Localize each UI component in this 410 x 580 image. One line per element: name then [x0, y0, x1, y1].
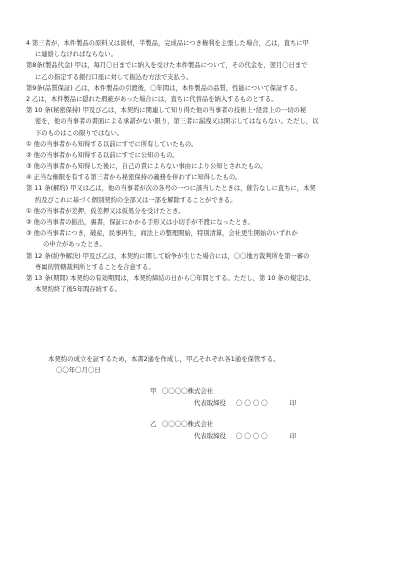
party-a-mark: 甲	[150, 387, 157, 395]
clause-line: ③ 他の当事者につき，破産，民事再生，商法上の整理開始，特別清算，会社更生開始のいずれか	[26, 230, 298, 238]
clause-line: 専属的管轄裁判所とすることを合意する。	[35, 263, 155, 271]
clause-line: に連絡しなければならない。	[35, 51, 117, 59]
closing-statement: 本契約の成立を証するため，本書2通を作成し，甲乙それぞれ各1通を保管する。	[48, 355, 280, 363]
contract-clauses	[26, 38, 392, 295]
party-b-company-row	[150, 419, 390, 431]
clause-line: に乙の指定する銀行口座に対して振込む方法で支払う。	[35, 73, 193, 81]
party-a-company-row	[150, 386, 390, 398]
clause-line: ① 他の当事者から知得する以前にすでに所有していたもの。	[26, 140, 198, 148]
party-b-rep-row	[150, 431, 390, 443]
contract-date: 〇〇年〇月〇日	[56, 366, 101, 375]
clause-line: ① 他の当事者が差押，仮差押又は仮処分を受けたとき。	[26, 207, 185, 215]
clause-line: 密を，他の当事者の書面による承諾がない限り，第三者に漏洩又は開示してはならない。ただし，以	[35, 118, 319, 126]
clause-line: ② 他の当事者の振出，裏書，保証にかかる手形又は小切手が不渡になったとき。	[26, 219, 254, 226]
party-b-rep-name: 〇 〇 〇 〇	[236, 431, 268, 440]
clause-line: 第 11 条(解約) 甲又は乙は，他の当事者が次の各号の一つに該当したときは，催告なしに直ちに，本契	[26, 185, 316, 193]
party-a-rep-row	[150, 398, 390, 410]
party-a-block	[150, 386, 390, 409]
party-a-company: 〇〇〇〇株式会社	[162, 387, 214, 395]
clause-line: ③ 他の当事者から知得した後に，自己の責によらない事由により公知とされたもの。	[26, 163, 267, 171]
clause-line: ② 他の当事者から知得する以前にすでに公知のもの。	[26, 151, 179, 159]
party-b-rep-label: 代表取締役	[194, 431, 226, 440]
party-a-rep-name: 〇 〇 〇 〇	[236, 398, 268, 407]
clause-line: ④ 正当な権限を有する第三者から秘密保持の義務を伴わずに知得したもの。	[26, 174, 242, 182]
party-a-seal: 印	[289, 398, 297, 407]
party-b-seal: 印	[289, 431, 297, 440]
party-a-rep-label: 代表取締役	[194, 398, 226, 407]
clause-line: 本契約終了後5年間存続する。	[35, 286, 121, 294]
clause-line: の申立があったとき。	[43, 241, 106, 249]
party-b-company: 〇〇〇〇株式会社	[162, 420, 214, 428]
clause-line: 下のものはこの限りではない。	[35, 129, 124, 137]
clause-line: 第9条(品質保証) 乙は，本件製品の引渡後，〇年間は，本件製品の品質，性能について保証する。	[26, 84, 302, 92]
clause-line: 4 第三者が，本件製品の原料又は資材，半製品，完成品につき権利を主張した場合，乙は，直ちに甲	[26, 40, 309, 47]
clause-line: 第 10 条(秘密保持) 甲及び乙は，本契約に関連して知り得た他の当事者の技術上･経営上の一切の秘	[26, 107, 307, 115]
closing-section	[48, 354, 388, 376]
party-b-block	[150, 419, 390, 442]
party-b-mark: 乙	[150, 420, 157, 428]
clause-line: 約及びこれに基づく個別契約の全部又は一部を解除することができる。	[35, 196, 237, 204]
clause-line: 第 12 条(紛争解決) 甲及び乙は，本契約に関して紛争が生じた場合には，〇〇地方裁判所を第一審の	[26, 252, 310, 260]
clause-line: 第8条(製品代金) 甲は，毎月〇日までに納入を受けた本件製品について，その代金を，翌月〇日まで	[26, 62, 308, 70]
clause-line: 第 13 条(期間) 本契約の有効期間は，本契約締結の日から〇年間とする。ただし，第 10 条の規定は，	[26, 274, 316, 282]
clause-line: 2 乙は，本件製品に隠れた瑕疵があった場合には，直ちに代替品を納入するものとする。	[26, 95, 278, 103]
